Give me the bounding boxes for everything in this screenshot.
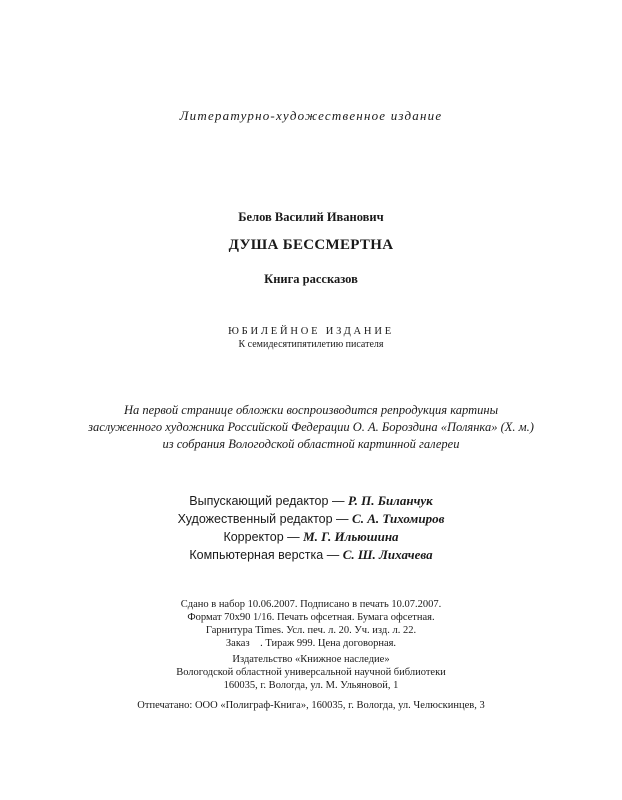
credit-role: Корректор —: [223, 530, 300, 544]
cover-note-line: заслуженного художника Российской Федерации О. А. Бороздина «Полянка» (Х. м.): [88, 420, 534, 434]
publisher-line: Издательство «Книжное наследие»: [232, 654, 390, 665]
cover-note-line: из собрания Вологодской областной картинной галереи: [162, 437, 460, 451]
credit-role: Компьютерная верстка —: [189, 548, 340, 562]
publisher-line: Вологодской областной универсальной научной библиотеки: [176, 667, 446, 678]
cover-note: [0, 402, 622, 453]
credit-person: М. Г. Ильюшина: [303, 529, 399, 544]
publisher-line: 160035, г. Вологда, ул. М. Ульяновой, 1: [223, 680, 399, 691]
print-specs: [0, 598, 622, 650]
credit-line: [0, 510, 622, 528]
credit-role: Художественный редактор —: [177, 512, 349, 526]
spec-line: Гарнитура Times. Усл. печ. л. 20. Уч. изд. л. 22.: [205, 625, 417, 636]
credit-person: С. Ш. Лихачева: [342, 547, 433, 562]
credit-person: Р. П. Биланчук: [347, 493, 433, 508]
publisher-block: [0, 653, 622, 692]
book-subtitle: Книга рассказов: [264, 272, 358, 286]
credit-line: [0, 528, 622, 546]
book-title: ДУША БЕССМЕРТНА: [228, 237, 394, 253]
author-name: Белов Василий Иванович: [238, 210, 384, 224]
edition-dedication: К семидесятипятилетию писателя: [238, 339, 384, 350]
cover-note-line: На первой странице обложки воспроизводится репродукция картины: [123, 403, 499, 417]
edition-label: ЮБИЛЕЙНОЕ ИЗДАНИЕ: [228, 326, 394, 337]
credit-line: [0, 546, 622, 564]
spec-line: Заказ . Тираж 999. Цена договорная.: [225, 638, 397, 649]
credits-block: [0, 492, 622, 564]
spec-line: Сдано в набор 10.06.2007. Подписано в печать 10.07.2007.: [180, 599, 442, 610]
credit-person: С. А. Тихомиров: [352, 511, 445, 526]
credit-line: [0, 492, 622, 510]
genre-label: Литературно-художественное издание: [179, 108, 443, 123]
printer-line: Отпечатано: ООО «Полиграф-Книга», 160035, г. Вологда, ул. Челюскинцев, 3: [137, 700, 485, 711]
spec-line: Формат 70x90 1/16. Печать офсетная. Бумага офсетная.: [187, 612, 435, 623]
credit-role: Выпускающий редактор —: [189, 494, 345, 508]
